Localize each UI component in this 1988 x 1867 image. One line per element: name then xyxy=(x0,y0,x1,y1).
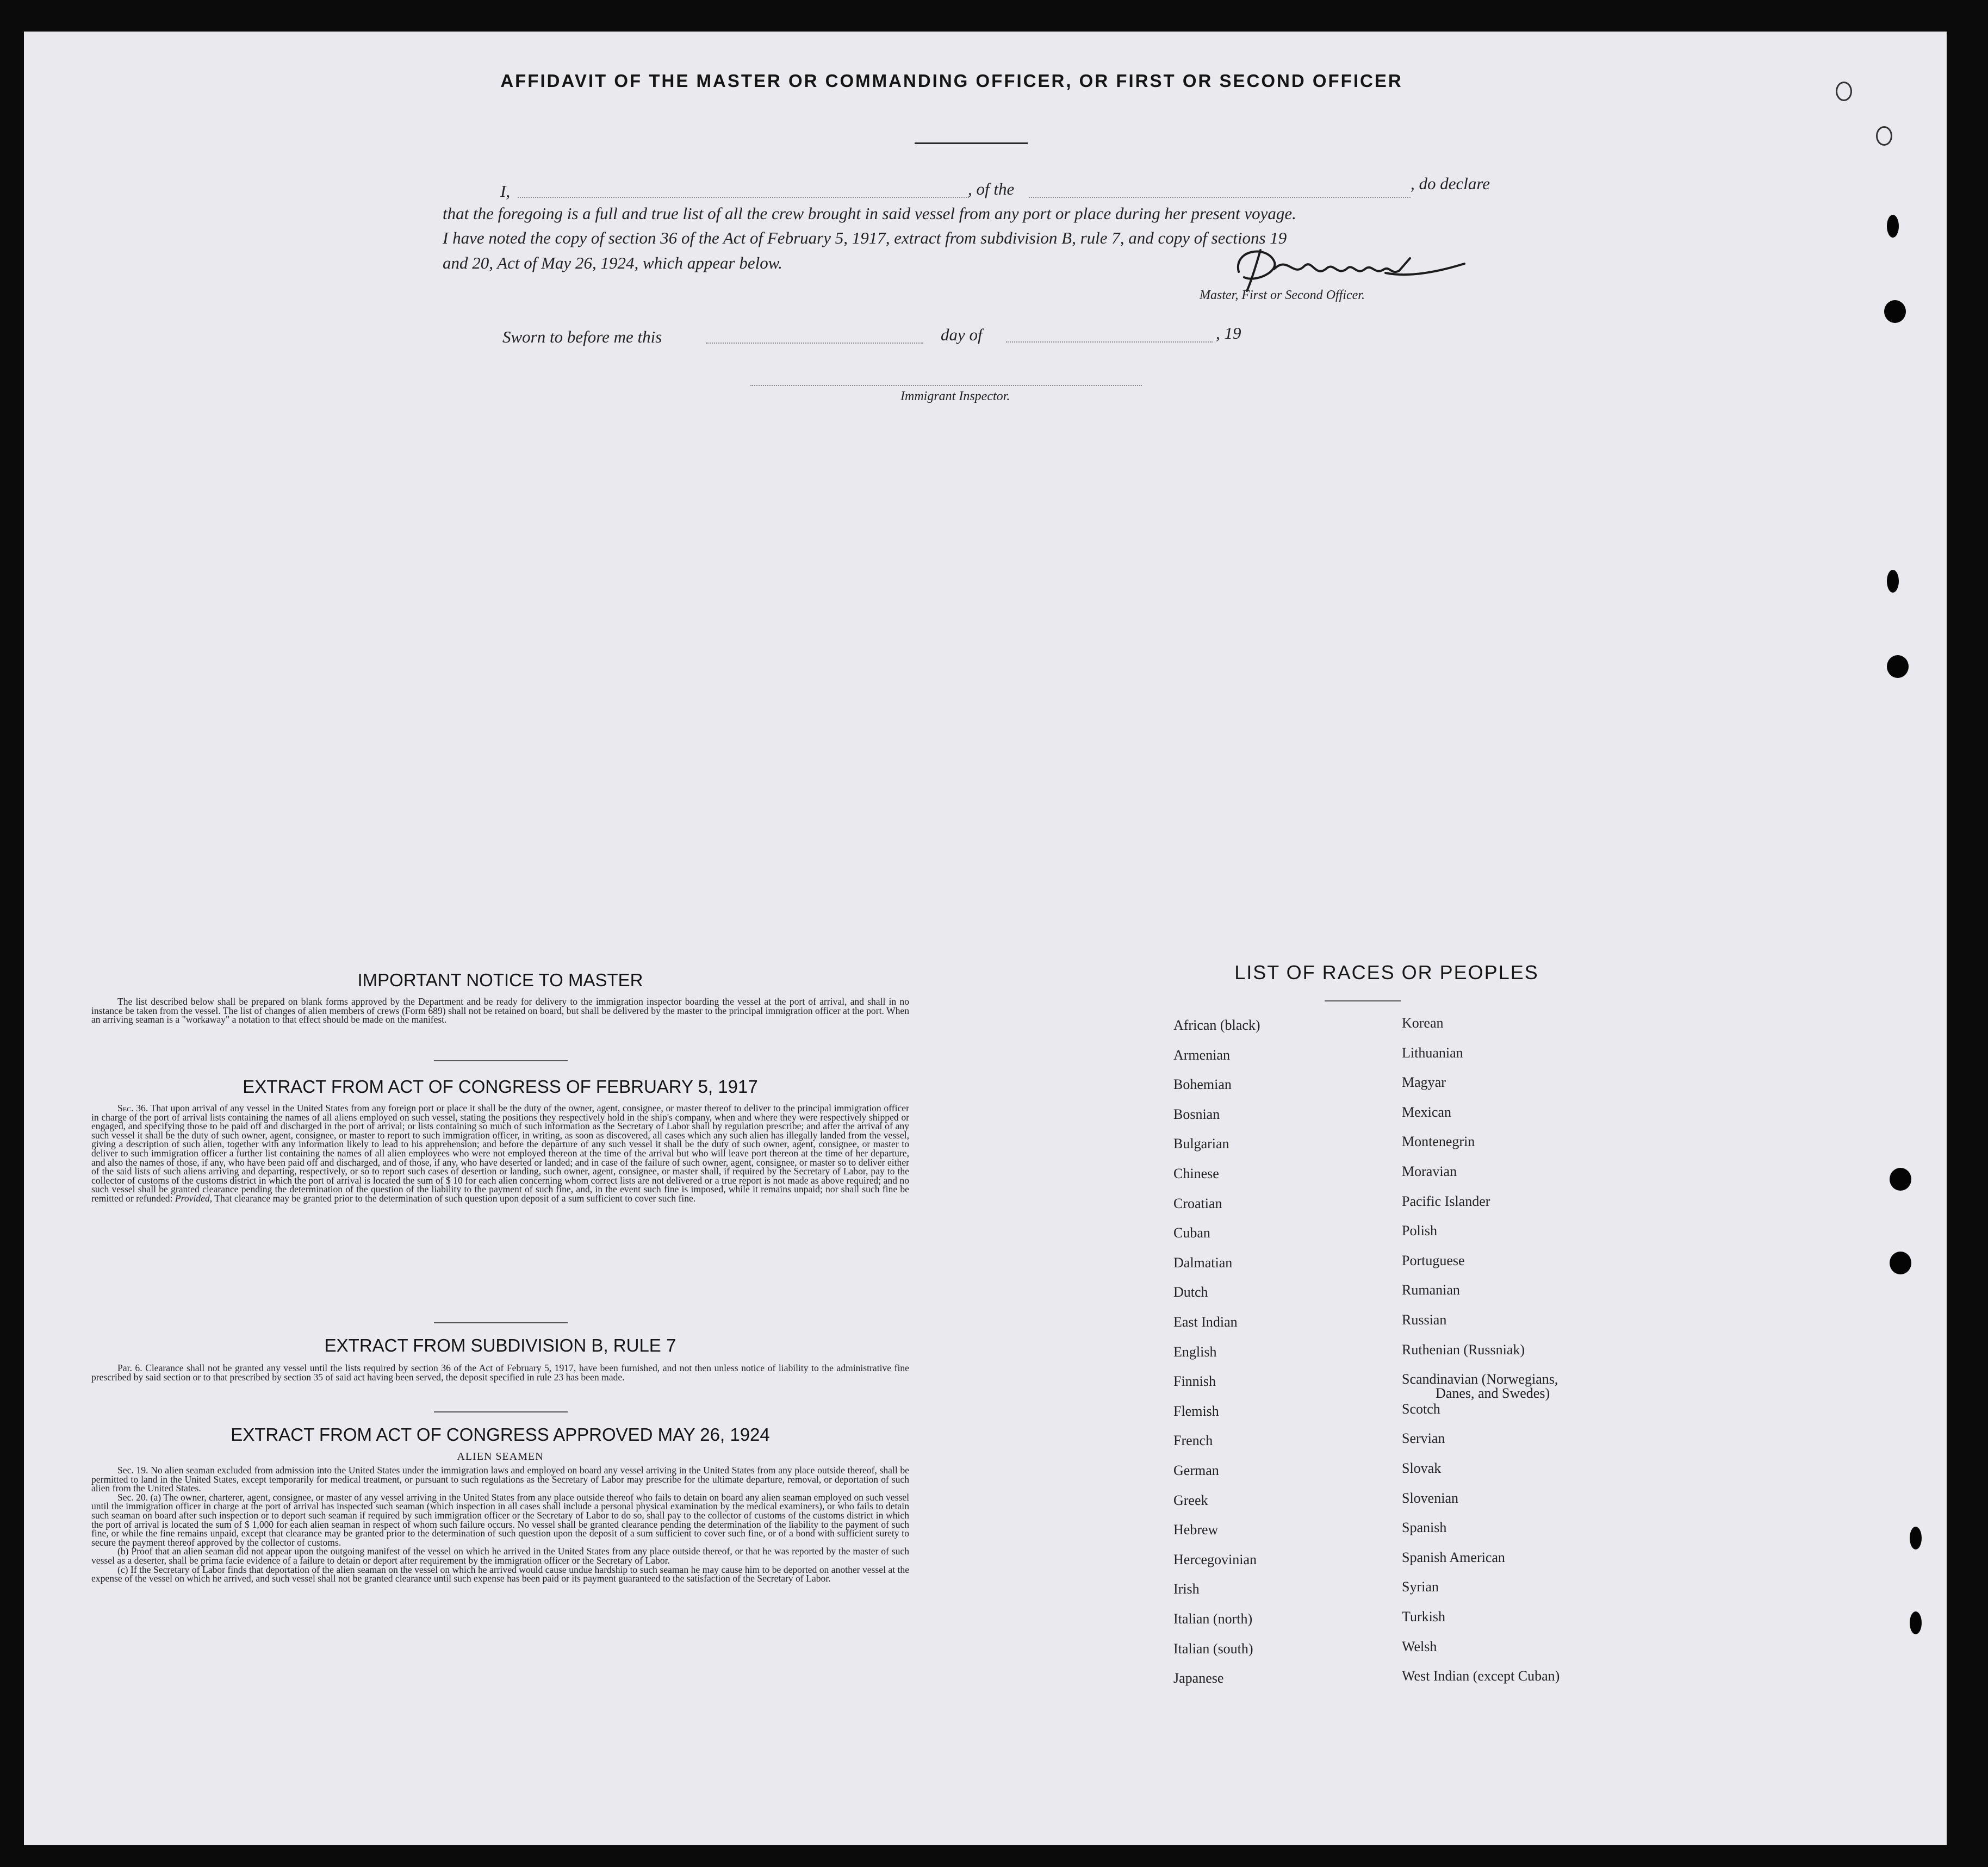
affidavit-declare-label: , do declare xyxy=(1411,174,1490,193)
race-item: Flemish xyxy=(1173,1403,1219,1419)
race-item: Lithuanian xyxy=(1402,1045,1463,1061)
race-item: Irish xyxy=(1173,1581,1200,1597)
inspector-label: Immigrant Inspector. xyxy=(900,389,1010,403)
race-item: Dutch xyxy=(1173,1284,1208,1300)
race-item: Chinese xyxy=(1173,1166,1219,1181)
affidavit-title: AFFIDAVIT OF THE MASTER OR COMMANDING OFFICER, OR FIRST OR SECOND OFFICER xyxy=(500,71,1403,91)
sec-36-label: Sec. 36. xyxy=(117,1103,148,1113)
race-item: Servian xyxy=(1402,1430,1445,1446)
binder-hole xyxy=(1884,300,1906,323)
race-item: Slovenian xyxy=(1402,1490,1458,1506)
year-label: , 19 xyxy=(1216,323,1241,343)
rule-7-body: Par. 6. Clearance shall not be granted any vessel until the lists required by section 36 of the Act of February 5, 1917, have been furnished, and not then unless notice of liability to the administrative fine prescribed by said section or to that prescribed by section 35 of said act having been served, the deposit specified in rule 23 has been made. xyxy=(91,1362,909,1383)
race-item: Bohemian xyxy=(1173,1076,1232,1092)
race-item: English xyxy=(1173,1344,1217,1360)
race-item: German xyxy=(1173,1463,1219,1478)
inspector-signature-field[interactable] xyxy=(750,385,1142,386)
race-item: Welsh xyxy=(1402,1639,1437,1654)
sworn-month-field[interactable] xyxy=(1006,341,1213,343)
race-item: Turkish xyxy=(1402,1609,1445,1625)
sec-36-text-end: That clearance may be granted prior to the determination of such question upon deposit of a sum sufficient to cover such fine. xyxy=(214,1192,696,1204)
race-item: Moravian xyxy=(1402,1163,1457,1179)
notice-body: The list described below shall be prepared on blank forms approved by the Department and be ready for delivery to the immigration inspector boarding the vessel at the port of arrival, and shall in no instance be taken from the vessel. The list of changes of alien members of crews (Form 689) shall not be retained on board, but shall be delivered by the master to the principal immigration officer at the port. When an arriving seaman is a "workaway" a notation to that effect should be made on the manifest. xyxy=(91,996,909,1025)
affidavit-line-3: I have noted the copy of section 36 of the Act of February 5, 1917, extract from subdivision B, rule 7, and copy of sections 19 xyxy=(443,228,1287,247)
binder-hole xyxy=(1887,215,1899,238)
race-item: Dalmatian xyxy=(1173,1255,1233,1271)
binder-hole xyxy=(1887,570,1899,593)
binder-hole xyxy=(1910,1611,1922,1634)
extract-1924-body xyxy=(91,1466,909,1583)
race-item: Korean xyxy=(1402,1015,1444,1031)
race-item: Spanish xyxy=(1402,1520,1447,1535)
race-item: Montenegrin xyxy=(1402,1134,1475,1149)
race-item: Pacific Islander xyxy=(1402,1193,1490,1209)
race-item: Spanish American xyxy=(1402,1549,1505,1565)
rule-7-title: EXTRACT FROM SUBDIVISION B, RULE 7 xyxy=(324,1335,676,1355)
race-item: Italian (south) xyxy=(1173,1641,1253,1657)
race-item: Polish xyxy=(1402,1223,1438,1239)
race-item: Finnish xyxy=(1173,1373,1216,1389)
race-item: Hebrew xyxy=(1173,1522,1219,1538)
binder-hole xyxy=(1876,126,1892,146)
race-item: Hercegovinian xyxy=(1173,1552,1257,1567)
race-item: Scandinavian (Norwegians, xyxy=(1402,1371,1558,1387)
binder-hole xyxy=(1890,1252,1911,1274)
proviso-label: Provided, xyxy=(175,1192,213,1204)
races-underline xyxy=(1325,1000,1401,1001)
vessel-name-field[interactable] xyxy=(1029,197,1411,198)
race-item: Japanese xyxy=(1173,1670,1224,1686)
race-item: Cuban xyxy=(1173,1225,1210,1241)
race-item: Bulgarian xyxy=(1173,1136,1229,1152)
races-title: LIST OF RACES OR PEOPLES xyxy=(1234,961,1539,984)
binder-hole xyxy=(1890,1168,1911,1191)
race-item: Mexican xyxy=(1402,1104,1451,1120)
affidavit-of-the-label: , of the xyxy=(968,179,1015,198)
race-item: Russian xyxy=(1402,1312,1447,1328)
race-item: Armenian xyxy=(1173,1047,1230,1063)
race-item: Bosnian xyxy=(1173,1106,1220,1122)
sworn-day-field[interactable] xyxy=(706,343,923,344)
extract-1917-title: EXTRACT FROM ACT OF CONGRESS OF FEBRUARY 5, 1917 xyxy=(243,1076,758,1097)
sec-19-text: Sec. 19. No alien seaman excluded from admission into the United States under the immigration laws and employed on board any vessel arriving in the United States from any place outside thereof, shall be permitted to land in the United States, except temporarily for medical treatment, or pursuant to such regulations as the Secretary of Labor may prescribe for the ultimate departure, removal, or deportation of such alien from the United States. xyxy=(91,1465,909,1494)
race-item: Ruthenian (Russniak) xyxy=(1402,1342,1525,1358)
declarant-name-field[interactable] xyxy=(518,197,969,198)
affidavit-line-2: that the foregoing is a full and true list of all the crew brought in said vessel from any port or place during her present voyage. xyxy=(443,204,1296,223)
master-signature xyxy=(1222,239,1473,294)
binder-hole xyxy=(1836,82,1852,101)
day-of-label: day of xyxy=(941,325,983,344)
extract-1924-title: EXTRACT FROM ACT OF CONGRESS APPROVED MAY 26, 1924 xyxy=(231,1424,770,1445)
divider xyxy=(434,1060,568,1061)
title-underline xyxy=(915,142,1028,144)
notice-title: IMPORTANT NOTICE TO MASTER xyxy=(357,970,643,990)
sec-20a-text: Sec. 20. (a) The owner, charterer, agent, consignee, or master of any vessel arriving in the United States from any place outside thereof who fails to detain on board any alien seaman employed on such vessel until the immigration officer in charge at the port of arrival has inspected such seaman (which inspection in all cases shall include a personal physical examination by the medical examiners), or who fails to detain such seaman on board after such inspection or to deport such seaman if required by such immigration officer or the Secretary of Labor to do so, shall pay to the collector of customs of the customs district in which the port of arrival is located the sum of $ 1,000 for each alien seaman in respect of whom such failure occurs. No vessel shall be granted clearance pending the determination of the liability to the payment of such fine, or while the fine remains unpaid, except that clearance may be granted prior to the determination of such question upon the deposit of a sum sufficient to cover such fine, or of a bond with sufficient surety to secure the payment thereof approved by the collector of customs. xyxy=(91,1491,909,1548)
affidavit-line-4: and 20, Act of May 26, 1924, which appear below. xyxy=(443,253,782,272)
race-item: Slovak xyxy=(1402,1460,1442,1476)
affidavit-i-label: I, xyxy=(500,182,511,201)
signature-label: Master, First or Second Officer. xyxy=(1200,288,1365,302)
race-item: Rumanian xyxy=(1402,1282,1460,1298)
race-item: West Indian (except Cuban) xyxy=(1402,1668,1560,1684)
sec-20c-text: (c) If the Secretary of Labor finds that deportation of the alien seaman on the vessel on which he arrived would cause undue hardship to such seaman he may cause him to be deported on another vessel at the expense of the vessel on which he arrived, and such vessel shall not be granted clearance until such expense has been paid or its payment guaranteed to the satisfaction of the Secretary of Labor. xyxy=(91,1564,909,1584)
race-item: Portuguese xyxy=(1402,1253,1465,1268)
race-item-continuation: Danes, and Swedes) xyxy=(1436,1385,1550,1401)
race-item: African (black) xyxy=(1173,1017,1260,1033)
extract-1917-body xyxy=(91,1104,909,1203)
race-item: Greek xyxy=(1173,1492,1208,1508)
race-item: Scotch xyxy=(1402,1401,1440,1417)
divider xyxy=(434,1411,568,1412)
sworn-label: Sworn to before me this xyxy=(502,327,662,346)
race-item: Syrian xyxy=(1402,1579,1439,1595)
binder-hole xyxy=(1910,1527,1922,1549)
binder-hole xyxy=(1887,655,1909,678)
race-item: East Indian xyxy=(1173,1314,1238,1330)
race-item: Croatian xyxy=(1173,1196,1222,1211)
divider xyxy=(434,1322,568,1323)
sec-36-text: That upon arrival of any vessel in the United States from any foreign port or place it shall be the duty of the owner, agent, consignee, or master thereof to deliver to the principal immigration officer in charge of the port of arrival lists containing the names of all aliens employed on such vessel, stating the positions they respectively hold in the ship's company, when and where they were respectively shipped or engaged, and specifying those to be paid off and discharged in the port of arrival; or lists containing so much of such information as the Secretary of Labor shall by regulation prescribe; and after the arrival of any such vessel it shall be the duty of such owner, agent, consignee, or master to report to such immigration officer, in writing, as soon as discovered, all cases which any such alien has illegally landed from the vessel, giving a description of such alien, together with any information likely to lead to his apprehension; and before the departure of any such vessel it shall be the duty of such owner, agent, consignee, or master to deliver to such immigration officer a further list containing the names of all alien employees who were not employed thereon at the time of the arrival but who will leave port thereon at the time of her departure, and also the names of those, if any, who have been paid off and discharged, and of those, if any, who have deserted or landed; and in case of the failure of such owner, agent, consignee, or master so to deliver either of the said lists of such aliens arriving and departing, respectively, or so to report such cases of desertion or landing, such owner, agent, consignee, or master shall, if required by the Secretary of Labor, pay to the collector of customs of the customs district in which the port of arrival is located the sum of $ 10 for each alien concerning whom correct lists are not delivered or a true report is not made as above required; and no such vessel shall be granted clearance pending the determination of the question of the liability to the payment of such fine, and, in the event such fine is imposed, while it remains unpaid; nor shall such fine be remitted or refunded: xyxy=(91,1103,909,1204)
race-item: French xyxy=(1173,1433,1213,1448)
race-item: Italian (north) xyxy=(1173,1611,1253,1627)
alien-seamen-subtitle: ALIEN SEAMEN xyxy=(457,1451,544,1463)
sec-20b-text: (b) Proof that an alien seaman did not appear upon the outgoing manifest of the vessel on which he arrived in the United States from any place outside thereof, or that he was reported by the master of such vessel as a deserter, shall be prima facie evidence of a failure to detain or deport after requirement by the immigration officer or the Secretary of Labor. xyxy=(91,1546,909,1566)
race-item: Magyar xyxy=(1402,1074,1446,1090)
